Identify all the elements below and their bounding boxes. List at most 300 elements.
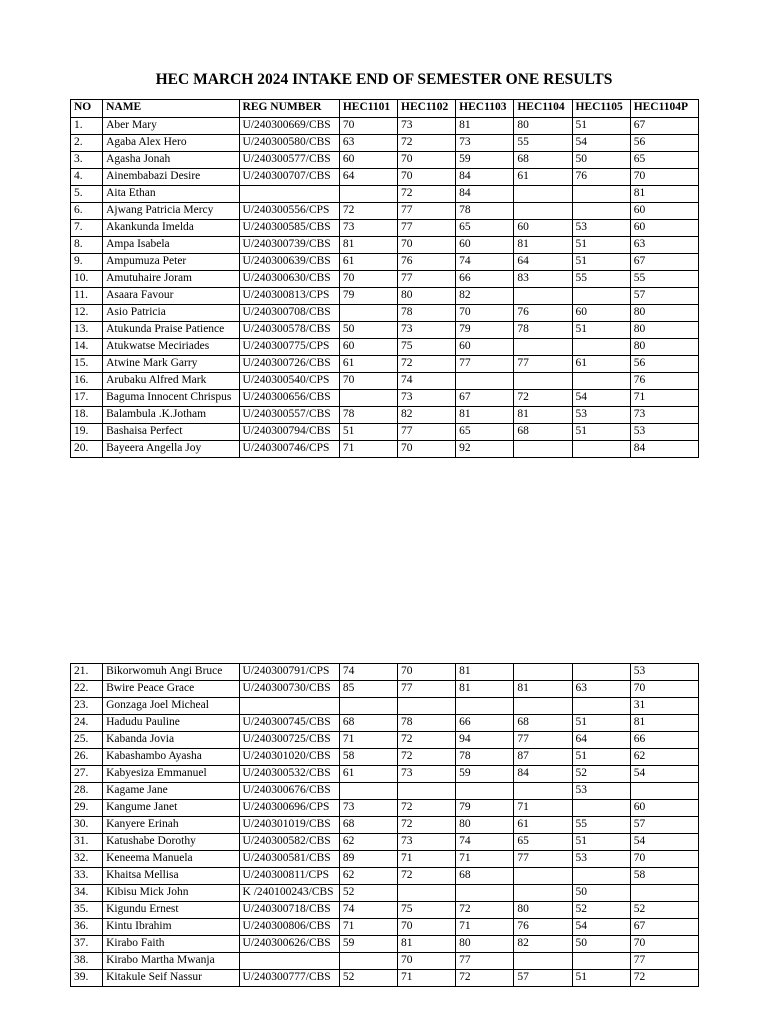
table-cell: 60 [630, 220, 698, 237]
table-cell: 53 [572, 407, 630, 424]
table-cell [339, 783, 397, 800]
table-cell: U/240300708/CBS [239, 305, 339, 322]
table-cell: Katushabe Dorothy [103, 834, 239, 851]
table-cell: 52 [630, 902, 698, 919]
table-cell: U/240300577/CBS [239, 152, 339, 169]
table-cell: 78 [398, 715, 456, 732]
table-row [71, 135, 699, 152]
table-row [71, 169, 699, 186]
table-cell: 34. [71, 885, 103, 902]
table-cell: 70 [630, 851, 698, 868]
table-cell: 82 [398, 407, 456, 424]
table-cell: 54 [572, 390, 630, 407]
table-cell: 61 [514, 169, 572, 186]
table-row [71, 817, 699, 834]
table-cell: U/240300578/CBS [239, 322, 339, 339]
table-row [71, 783, 699, 800]
table-cell: 73 [398, 118, 456, 135]
table-cell: 60 [630, 203, 698, 220]
table-cell [339, 953, 397, 970]
table-cell: 71 [339, 919, 397, 936]
table-cell: 78 [398, 305, 456, 322]
table-cell: 74 [398, 373, 456, 390]
table-cell: U/240300540/CPS [239, 373, 339, 390]
table-cell: 78 [339, 407, 397, 424]
table-cell: U/240300630/CBS [239, 271, 339, 288]
table-cell: Asio Patricia [103, 305, 239, 322]
table-cell [572, 800, 630, 817]
table-cell: 72 [398, 749, 456, 766]
table-cell: 81 [398, 936, 456, 953]
table-cell: 60 [572, 305, 630, 322]
results-table-part-1 [70, 99, 699, 458]
table-row [71, 698, 699, 715]
table-cell: 73 [339, 220, 397, 237]
table-cell: 57 [630, 817, 698, 834]
table-cell [572, 664, 630, 681]
table-cell: 84 [456, 169, 514, 186]
table-cell: U/240300739/CBS [239, 237, 339, 254]
table-cell: 73 [456, 135, 514, 152]
table-cell: 58 [339, 749, 397, 766]
table-cell: Khaitsa Mellisa [103, 868, 239, 885]
table-cell: 70 [456, 305, 514, 322]
table-cell: 66 [630, 732, 698, 749]
table-row [71, 664, 699, 681]
table-cell: Arubaku Alfred Mark [103, 373, 239, 390]
table-cell [514, 664, 572, 681]
table-row [71, 834, 699, 851]
table-cell: 89 [339, 851, 397, 868]
table-cell: 70 [398, 152, 456, 169]
table-cell: 59 [456, 152, 514, 169]
table-cell: 70 [398, 919, 456, 936]
table-cell: 70 [630, 936, 698, 953]
header-row [71, 100, 699, 118]
table-cell: 77 [514, 356, 572, 373]
table-row [71, 885, 699, 902]
table-cell: 54 [572, 135, 630, 152]
table-cell: 60 [339, 152, 397, 169]
table-cell: 74 [456, 254, 514, 271]
table-cell: 80 [630, 322, 698, 339]
table-cell: 77 [398, 271, 456, 288]
table-cell: U/240300581/CBS [239, 851, 339, 868]
column-header: REG NUMBER [239, 100, 339, 118]
table-cell: U/240300676/CBS [239, 783, 339, 800]
table-cell: 80 [456, 936, 514, 953]
table-cell: 50 [572, 936, 630, 953]
table-row [71, 152, 699, 169]
table-cell: 84 [514, 766, 572, 783]
table-cell: Kagame Jane [103, 783, 239, 800]
table-cell: 72 [456, 970, 514, 987]
table-cell [456, 373, 514, 390]
table-cell: U/240300532/CBS [239, 766, 339, 783]
table-cell: Agaba Alex Hero [103, 135, 239, 152]
table-cell: 17. [71, 390, 103, 407]
table-cell: 71 [456, 919, 514, 936]
table-cell: 70 [339, 271, 397, 288]
table-cell: 51 [572, 424, 630, 441]
table-row [71, 732, 699, 749]
table-row [71, 919, 699, 936]
table-cell: 76 [398, 254, 456, 271]
table-cell: Agasha Jonah [103, 152, 239, 169]
table-cell: 62 [339, 834, 397, 851]
table-cell: 77 [514, 732, 572, 749]
table-cell: 76 [630, 373, 698, 390]
table-cell: U/240300813/CPS [239, 288, 339, 305]
table-cell: 12. [71, 305, 103, 322]
table-row [71, 118, 699, 135]
table-cell: 61 [339, 356, 397, 373]
table-cell [514, 288, 572, 305]
table-row [71, 305, 699, 322]
table-cell: 92 [456, 441, 514, 458]
table-cell: 79 [456, 322, 514, 339]
table-cell: U/240300730/CBS [239, 681, 339, 698]
table-cell: 31 [630, 698, 698, 715]
table-cell [239, 953, 339, 970]
table-cell: 21. [71, 664, 103, 681]
table-row [71, 288, 699, 305]
table-cell [572, 186, 630, 203]
table-cell: 29. [71, 800, 103, 817]
table-cell: Baguma Innocent Chrispus [103, 390, 239, 407]
table-cell: 68 [514, 424, 572, 441]
table-cell: Ampumuza Peter [103, 254, 239, 271]
table-cell: Amutuhaire Joram [103, 271, 239, 288]
table-cell: Kabyesiza Emmanuel [103, 766, 239, 783]
table-cell: 54 [630, 834, 698, 851]
table-cell: Kitakule Seif Nassur [103, 970, 239, 987]
table-cell: 52 [572, 902, 630, 919]
table-cell: Atukwatse Meciriades [103, 339, 239, 356]
table-cell: U/240300656/CBS [239, 390, 339, 407]
table-cell: 8. [71, 237, 103, 254]
table-cell: U/240300811/CPS [239, 868, 339, 885]
table-cell: 70 [398, 953, 456, 970]
table-cell: Hadudu Pauline [103, 715, 239, 732]
table-cell: 16. [71, 373, 103, 390]
column-header: HEC1103 [456, 100, 514, 118]
table-cell: Kigundu Ernest [103, 902, 239, 919]
table-row [71, 936, 699, 953]
table-cell [239, 698, 339, 715]
table-cell [514, 953, 572, 970]
table-cell: 33. [71, 868, 103, 885]
table-cell [339, 305, 397, 322]
table-cell: Gonzaga Joel Micheal [103, 698, 239, 715]
table-cell: Akankunda Imelda [103, 220, 239, 237]
table-cell: 55 [514, 135, 572, 152]
table-cell: U/240300556/CPS [239, 203, 339, 220]
table-cell: 53 [572, 220, 630, 237]
table-cell: 87 [514, 749, 572, 766]
table-cell: 30. [71, 817, 103, 834]
table-cell: 11. [71, 288, 103, 305]
column-header: HEC1105 [572, 100, 630, 118]
table-cell [572, 953, 630, 970]
table-cell: 15. [71, 356, 103, 373]
table-cell: Kintu Ibrahim [103, 919, 239, 936]
table-cell [572, 203, 630, 220]
table-cell: Kabashambo Ayasha [103, 749, 239, 766]
table-cell: 9. [71, 254, 103, 271]
table-cell: 68 [456, 868, 514, 885]
table-cell: 25. [71, 732, 103, 749]
table-cell [239, 186, 339, 203]
table-cell: 26. [71, 749, 103, 766]
table-cell: 72 [398, 732, 456, 749]
table-cell: 27. [71, 766, 103, 783]
table-cell: U/240300582/CBS [239, 834, 339, 851]
table-cell: U/240300696/CPS [239, 800, 339, 817]
table-cell: 78 [514, 322, 572, 339]
table-cell: 67 [630, 919, 698, 936]
table-cell: Kangume Janet [103, 800, 239, 817]
table-cell: 57 [514, 970, 572, 987]
table-cell: U/240300557/CBS [239, 407, 339, 424]
table-cell: U/240300791/CPS [239, 664, 339, 681]
table-cell: 52 [572, 766, 630, 783]
table-cell: 70 [339, 118, 397, 135]
table-cell: 13. [71, 322, 103, 339]
table-cell: Kanyere Erinah [103, 817, 239, 834]
table-cell: 51 [572, 322, 630, 339]
table-cell: Ajwang Patricia Mercy [103, 203, 239, 220]
table-cell: 50 [572, 885, 630, 902]
table-cell: 68 [339, 715, 397, 732]
table-cell: 80 [630, 339, 698, 356]
table-cell: 63 [572, 681, 630, 698]
table-cell: 73 [398, 322, 456, 339]
table-cell: U/240300585/CBS [239, 220, 339, 237]
table-cell: Aber Mary [103, 118, 239, 135]
table-row [71, 254, 699, 271]
table-cell: 71 [398, 970, 456, 987]
table-cell: 53 [572, 783, 630, 800]
table-cell: 73 [398, 834, 456, 851]
table-cell: 74 [339, 664, 397, 681]
table-cell [456, 698, 514, 715]
table-cell: Ainembabazi Desire [103, 169, 239, 186]
table-cell: 70 [398, 441, 456, 458]
table-cell: 84 [456, 186, 514, 203]
table-cell: 71 [339, 441, 397, 458]
table-cell: 81 [456, 664, 514, 681]
table-row [71, 851, 699, 868]
table-cell: 5. [71, 186, 103, 203]
table-cell: 72 [339, 203, 397, 220]
table-cell: 81 [514, 407, 572, 424]
table-cell: 71 [339, 732, 397, 749]
table-cell: 72 [398, 356, 456, 373]
table-row [71, 681, 699, 698]
column-header: HEC1101 [339, 100, 397, 118]
table-cell: 53 [630, 664, 698, 681]
table-cell: U/240300639/CBS [239, 254, 339, 271]
table-cell: U/240300777/CBS [239, 970, 339, 987]
table-cell: Bwire Peace Grace [103, 681, 239, 698]
table-cell: 64 [339, 169, 397, 186]
column-header: HEC1102 [398, 100, 456, 118]
table-cell: U/240300745/CBS [239, 715, 339, 732]
table-cell: 76 [514, 919, 572, 936]
table-cell: 77 [456, 356, 514, 373]
table-cell: Bashaisa Perfect [103, 424, 239, 441]
table-cell: 52 [339, 970, 397, 987]
table-cell: 77 [514, 851, 572, 868]
table-row [71, 868, 699, 885]
table-cell: K /240100243/CBS [239, 885, 339, 902]
table-cell: U/240300718/CBS [239, 902, 339, 919]
table-cell: Kabanda Jovia [103, 732, 239, 749]
table-row [71, 715, 699, 732]
table-cell: U/240301019/CBS [239, 817, 339, 834]
table-cell: U/240300580/CBS [239, 135, 339, 152]
table-cell: 54 [572, 919, 630, 936]
column-header: HEC1104 [514, 100, 572, 118]
table-cell: 14. [71, 339, 103, 356]
table-cell: 37. [71, 936, 103, 953]
table-cell [572, 373, 630, 390]
table-cell: U/240300726/CBS [239, 356, 339, 373]
table-cell: 63 [630, 237, 698, 254]
table-cell: 7. [71, 220, 103, 237]
table-cell: 51 [572, 970, 630, 987]
table-cell: 51 [572, 834, 630, 851]
table-cell: 51 [572, 118, 630, 135]
table-cell: 78 [456, 203, 514, 220]
table-cell: U/240300794/CBS [239, 424, 339, 441]
table-cell: 61 [339, 254, 397, 271]
table-cell: 56 [630, 135, 698, 152]
table-cell: 60 [456, 237, 514, 254]
table-row [71, 441, 699, 458]
column-header: HEC1104P [630, 100, 698, 118]
table-cell: 81 [456, 118, 514, 135]
table-cell: 6. [71, 203, 103, 220]
table-cell: 65 [514, 834, 572, 851]
table-row [71, 970, 699, 987]
table-cell: 84 [630, 441, 698, 458]
table-row [71, 339, 699, 356]
table-cell: 67 [456, 390, 514, 407]
table-cell: 51 [339, 424, 397, 441]
table-cell: 70 [398, 664, 456, 681]
table-cell: Aita Ethan [103, 186, 239, 203]
table-cell: Kibisu Mick John [103, 885, 239, 902]
table-cell: Keneema Manuela [103, 851, 239, 868]
table-cell: 10. [71, 271, 103, 288]
table-cell: 36. [71, 919, 103, 936]
table-cell: U/240300775/CPS [239, 339, 339, 356]
table-cell: 23. [71, 698, 103, 715]
table-cell: 85 [339, 681, 397, 698]
table-cell: 65 [630, 152, 698, 169]
table-cell: 77 [398, 203, 456, 220]
table-cell: 68 [514, 152, 572, 169]
table-cell: 63 [339, 135, 397, 152]
table-row [71, 766, 699, 783]
table-cell: 72 [630, 970, 698, 987]
table-row [71, 953, 699, 970]
table-cell: 76 [514, 305, 572, 322]
table-cell: 80 [456, 817, 514, 834]
table-cell: 66 [456, 715, 514, 732]
table-cell: 71 [398, 851, 456, 868]
table-cell: 62 [339, 868, 397, 885]
table-cell: 80 [514, 118, 572, 135]
table-cell: 81 [514, 237, 572, 254]
table-cell [572, 868, 630, 885]
table-cell: 59 [339, 936, 397, 953]
table-cell: 28. [71, 783, 103, 800]
table-cell: Bayeera Angella Joy [103, 441, 239, 458]
table-cell: U/240301020/CBS [239, 749, 339, 766]
table-cell: 70 [630, 681, 698, 698]
table-row [71, 800, 699, 817]
table-cell: 72 [398, 186, 456, 203]
table-cell: 39. [71, 970, 103, 987]
table-cell: 79 [339, 288, 397, 305]
table-cell: 67 [630, 254, 698, 271]
table-cell: 65 [456, 220, 514, 237]
table-cell [514, 698, 572, 715]
table-cell: 77 [630, 953, 698, 970]
table-cell [339, 186, 397, 203]
table-cell: 61 [514, 817, 572, 834]
table-row [71, 237, 699, 254]
table-row [71, 186, 699, 203]
table-cell [514, 373, 572, 390]
table-cell: 70 [398, 169, 456, 186]
table-cell: 70 [630, 169, 698, 186]
table-cell [514, 868, 572, 885]
table-cell: 58 [630, 868, 698, 885]
table-cell: 74 [339, 902, 397, 919]
table-row [71, 390, 699, 407]
table-cell: 72 [456, 902, 514, 919]
table-cell [514, 441, 572, 458]
table-row [71, 373, 699, 390]
table-cell: 53 [630, 424, 698, 441]
table-cell: Bikorwomuh Angi Bruce [103, 664, 239, 681]
table-cell: 72 [398, 800, 456, 817]
table-cell [572, 339, 630, 356]
table-cell: 80 [630, 305, 698, 322]
table-cell: 51 [572, 715, 630, 732]
table-cell: 20. [71, 441, 103, 458]
table-cell: 73 [398, 766, 456, 783]
table-cell: 62 [630, 749, 698, 766]
table-cell: 38. [71, 953, 103, 970]
table-cell: 71 [630, 390, 698, 407]
table-cell: U/240300626/CBS [239, 936, 339, 953]
table-cell: 2. [71, 135, 103, 152]
column-header: NO [71, 100, 103, 118]
table-cell: 81 [514, 681, 572, 698]
table-cell: 55 [630, 271, 698, 288]
table-cell: 51 [572, 749, 630, 766]
table-cell [630, 783, 698, 800]
table-cell: 81 [456, 407, 514, 424]
table-cell: 75 [398, 339, 456, 356]
table-cell: 53 [572, 851, 630, 868]
table-cell [572, 288, 630, 305]
